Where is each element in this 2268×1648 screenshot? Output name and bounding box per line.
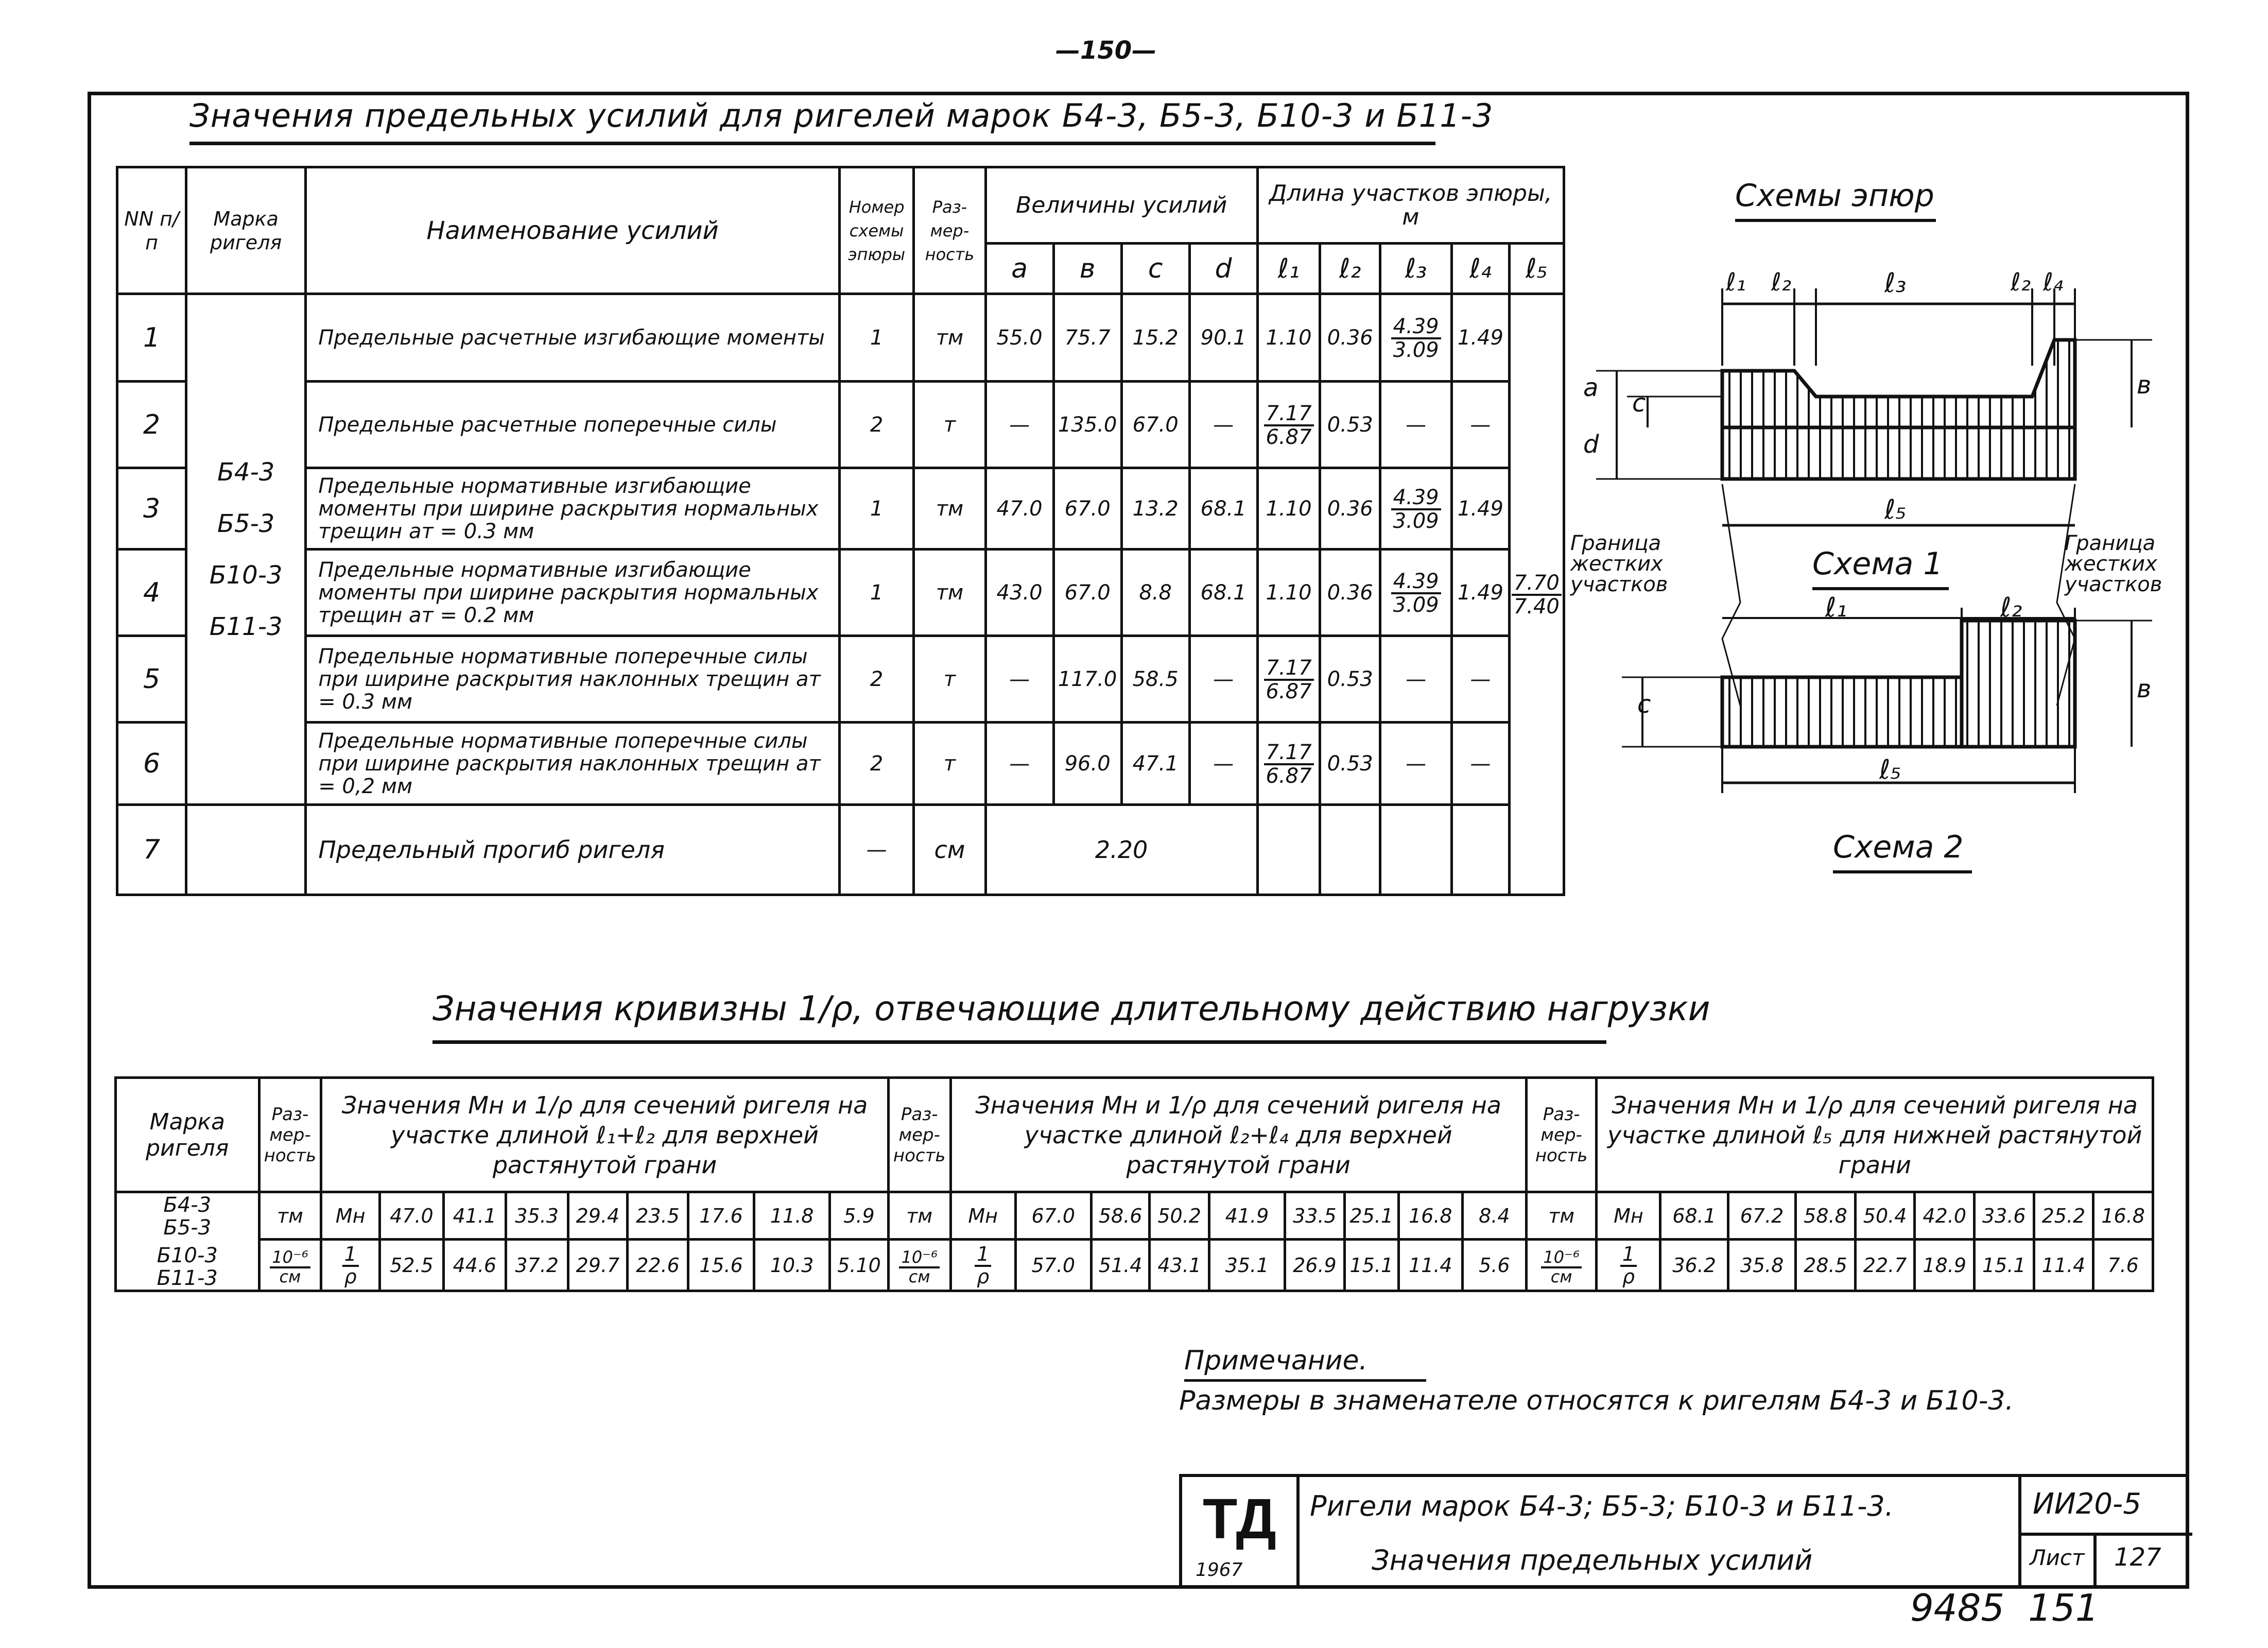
g3-m: 50.4 — [1855, 1192, 1915, 1240]
marka-value: Б10-3 — [209, 560, 283, 590]
g1-m: 29.4 — [568, 1192, 628, 1240]
val-a: — — [985, 382, 1053, 468]
g3-r: 35.8 — [1728, 1240, 1795, 1291]
table-row — [117, 468, 1564, 550]
l3-den: 3.09 — [1393, 509, 1439, 533]
val-l3 — [1380, 294, 1451, 382]
val-l2: 0.36 — [1320, 294, 1380, 382]
g1-m: 35.3 — [506, 1192, 568, 1240]
table-row — [117, 550, 1564, 636]
val-b: 67.0 — [1053, 550, 1121, 636]
marka-empty — [186, 805, 306, 895]
val-d: 68.1 — [1189, 550, 1257, 636]
sheet-divider — [2093, 1533, 2097, 1588]
label-c: c — [1632, 389, 1646, 418]
unit-r — [259, 1240, 321, 1291]
schema-no: — — [839, 805, 913, 895]
sym-r-den: ρ — [977, 1265, 990, 1288]
label-l5: ℓ₅ — [1884, 494, 1907, 525]
val-l3 — [1380, 550, 1451, 636]
hdr-l1: ℓ₁ — [1257, 244, 1320, 294]
l5-cell — [1509, 294, 1564, 895]
marka-value: Б11-3 — [209, 612, 283, 641]
g1-r: 5.10 — [830, 1240, 889, 1291]
g3-m: 25.2 — [2034, 1192, 2093, 1240]
row-number: 2 — [117, 382, 186, 468]
g2-r: 5.6 — [1462, 1240, 1526, 1291]
g1-m: 5.9 — [830, 1192, 889, 1240]
unit-r-num: 10⁻⁶ — [899, 1249, 939, 1268]
label-l2: ℓ₂ — [1771, 268, 1792, 297]
unit-r-num: 10⁻⁶ — [270, 1249, 310, 1268]
hdr-razm: Раз-мер-ность — [1526, 1078, 1597, 1192]
sym-r-num: 1 — [1620, 1244, 1637, 1267]
unit-m: тм — [259, 1192, 321, 1240]
schemes-title: Схемы эпюр — [1735, 178, 1934, 214]
row-number: 7 — [117, 805, 186, 895]
limit-forces-table — [116, 166, 1565, 896]
logo-box — [1182, 1477, 1300, 1588]
g3-m: 68.1 — [1660, 1192, 1728, 1240]
hdr-dlina: Длина участков эпюры, м — [1257, 167, 1564, 244]
g2-r: 43.1 — [1150, 1240, 1209, 1291]
schema-no: 1 — [839, 294, 913, 382]
sym-m: Mн — [1597, 1192, 1660, 1240]
sheet-number: 127 — [2114, 1543, 2161, 1572]
note-underline — [1184, 1379, 1426, 1382]
val-a: — — [985, 636, 1053, 723]
sym-r-den: ρ — [344, 1265, 357, 1288]
schemes-title-underline — [1735, 219, 1936, 222]
unit: т — [914, 723, 985, 805]
val-l3 — [1380, 468, 1451, 550]
g2-r: 57.0 — [1015, 1240, 1091, 1291]
l1-den: 6.87 — [1266, 764, 1312, 788]
label-l2: ℓ₂ — [2011, 268, 2031, 297]
marka-value: Б5-3 — [217, 509, 275, 538]
g3-r: 36.2 — [1660, 1240, 1728, 1291]
marka-cell — [116, 1192, 259, 1291]
val-a: — — [985, 723, 1053, 805]
g3-r: 11.4 — [2034, 1240, 2093, 1291]
schema-no: 1 — [839, 468, 913, 550]
val-l3: — — [1380, 382, 1451, 468]
g1-m: 41.1 — [443, 1192, 506, 1240]
val-d: 68.1 — [1189, 468, 1257, 550]
td-logo: ТД — [1203, 1487, 1276, 1551]
label-l1: ℓ₁ — [1825, 592, 1847, 623]
val-l1: 1.10 — [1257, 550, 1320, 636]
g2-r: 11.4 — [1398, 1240, 1462, 1291]
g2-m: 50.2 — [1150, 1192, 1209, 1240]
val-b: 135.0 — [1053, 382, 1121, 468]
page-number: —150— — [1055, 36, 1157, 65]
sym-r — [950, 1240, 1015, 1291]
g1-m: 47.0 — [379, 1192, 443, 1240]
l1-den: 6.87 — [1266, 425, 1312, 449]
hdr-d: d — [1189, 244, 1257, 294]
val-l4: — — [1452, 723, 1509, 805]
hdr-velichiny: Величины усилий — [985, 167, 1257, 244]
val-d: — — [1189, 382, 1257, 468]
val-l4: — — [1452, 636, 1509, 723]
label-b: в — [2137, 675, 2152, 703]
force-name: Предельный прогиб ригеля — [306, 805, 840, 895]
val-c: 13.2 — [1121, 468, 1189, 550]
unit-r — [888, 1240, 950, 1291]
label-l5: ℓ₅ — [1879, 754, 1901, 785]
table-row — [117, 723, 1564, 805]
hdr-l5: ℓ₅ — [1509, 244, 1564, 294]
val-c: 58.5 — [1121, 636, 1189, 723]
table-row — [117, 382, 1564, 468]
g1-r: 10.3 — [754, 1240, 830, 1291]
g3-r: 15.1 — [1975, 1240, 2034, 1291]
scheme1-underline — [1812, 587, 1949, 590]
g3-m: 67.2 — [1728, 1192, 1795, 1240]
val-d: 90.1 — [1189, 294, 1257, 382]
table-row — [117, 636, 1564, 723]
g1-r: 22.6 — [628, 1240, 688, 1291]
g1-r: 29.7 — [568, 1240, 628, 1291]
marka-bot: Б10-3 Б11-3 — [157, 1243, 218, 1290]
code-row — [2021, 1477, 2192, 1536]
g2-r: 15.1 — [1344, 1240, 1398, 1291]
unit: т — [914, 636, 985, 723]
val-l2 — [1320, 805, 1380, 895]
year: 1967 — [1196, 1559, 1243, 1581]
sym-m: Mн — [950, 1192, 1015, 1240]
scheme1-label: Схема 1 — [1812, 546, 1943, 582]
label-d: d — [1583, 430, 1599, 459]
val-l4: — — [1452, 382, 1509, 468]
force-name: Предельные расчетные поперечные силы — [306, 382, 840, 468]
g2-r: 26.9 — [1285, 1240, 1345, 1291]
val-l2: 0.36 — [1320, 468, 1380, 550]
schema-no: 2 — [839, 636, 913, 723]
unit-r-den: см — [1550, 1266, 1572, 1286]
table2-title: Значения кривизны 1/ρ, отвечающие длительному действию нагрузки — [432, 989, 1710, 1028]
g3-m: 33.6 — [1975, 1192, 2034, 1240]
val-c: 8.8 — [1121, 550, 1189, 636]
schema-no: 2 — [839, 723, 913, 805]
row-number: 3 — [117, 468, 186, 550]
val-l1 — [1257, 636, 1320, 723]
hdr-c: c — [1121, 244, 1189, 294]
title-block — [1179, 1474, 2189, 1588]
g3-r: 22.7 — [1855, 1240, 1915, 1291]
hdr-razm: Раз-мер-ность — [259, 1078, 321, 1192]
hdr-razm: Раз-мер-ность — [914, 167, 985, 294]
label-l3: ℓ₃ — [1884, 268, 1907, 299]
label-b: в — [2137, 371, 2152, 400]
boundary-right-label: Граница жестких участков — [2065, 531, 2162, 596]
g2-m: 25.1 — [1344, 1192, 1398, 1240]
val-c: 67.0 — [1121, 382, 1189, 468]
g2-m: 41.9 — [1209, 1192, 1285, 1240]
unit: см — [914, 805, 985, 895]
row-number: 5 — [117, 636, 186, 723]
l3-den: 3.09 — [1393, 593, 1439, 617]
hdr-l3: ℓ₃ — [1380, 244, 1451, 294]
unit-r-den: см — [908, 1266, 930, 1286]
sym-r — [321, 1240, 380, 1291]
val-l2: 0.36 — [1320, 550, 1380, 636]
force-name: Предельные расчетные изгибающие моменты — [306, 294, 840, 382]
unit-r-num: 10⁻⁶ — [1541, 1249, 1581, 1268]
hdr-nn: NN п/п — [117, 167, 186, 294]
label-l2: ℓ₂ — [2000, 592, 2022, 623]
sym-r-den: ρ — [1622, 1265, 1635, 1288]
val-l4: 1.49 — [1452, 468, 1509, 550]
title-box — [1300, 1477, 2021, 1588]
note-text: Размеры в знаменателе относятся к ригелям Б4-3 и Б10-3. — [1179, 1385, 2014, 1416]
g3-r: 28.5 — [1796, 1240, 1856, 1291]
hdr-group2: Значения Mн и 1/ρ для сечений ригеля на участке длиной ℓ₂+ℓ₄ для верхней растянутой грани — [950, 1078, 1526, 1192]
deflection-value: 2.20 — [985, 805, 1257, 895]
val-b: 75.7 — [1053, 294, 1121, 382]
stamp-subtitle: Значения предельных усилий — [1372, 1544, 1813, 1576]
hdr-group3: Значения Mн и 1/ρ для сечений ригеля на участке длиной ℓ₅ для нижней растянутой грани — [1597, 1078, 2153, 1192]
g1-m: 17.6 — [688, 1192, 754, 1240]
marka-top: Б4-3 Б5-3 — [163, 1193, 212, 1240]
g3-m: 58.8 — [1796, 1192, 1856, 1240]
l1-num: 7.17 — [1264, 657, 1314, 681]
hdr-l4: ℓ₄ — [1452, 244, 1509, 294]
hdr-naim: Наименование усилий — [306, 167, 840, 294]
val-l2: 0.53 — [1320, 382, 1380, 468]
l5-num: 7.70 — [1512, 572, 1562, 596]
val-b: 96.0 — [1053, 723, 1121, 805]
sheet-label: Лист — [2030, 1545, 2085, 1570]
note-heading: Примечание. — [1184, 1345, 1368, 1376]
l1-num: 7.17 — [1264, 403, 1314, 426]
unit-r — [1526, 1240, 1597, 1291]
code-box — [2021, 1477, 2192, 1588]
sym-r — [1597, 1240, 1660, 1291]
unit: тм — [914, 468, 985, 550]
val-d: — — [1189, 723, 1257, 805]
stamp-title: Ригели марок Б4-3; Б5-3; Б10-3 и Б11-3. — [1310, 1490, 1894, 1522]
l3-num: 4.39 — [1391, 316, 1441, 339]
val-l1: 1.10 — [1257, 468, 1320, 550]
val-a: 55.0 — [985, 294, 1053, 382]
boundary-left-label: Граница жестких участков — [1570, 531, 1668, 596]
label-l4: ℓ₄ — [2043, 268, 2064, 297]
val-l3: — — [1380, 723, 1451, 805]
sym-r-num: 1 — [975, 1244, 991, 1267]
l3-den: 3.09 — [1393, 338, 1439, 362]
l3-num: 4.39 — [1391, 487, 1441, 510]
unit-m: тм — [888, 1192, 950, 1240]
val-l4 — [1452, 805, 1509, 895]
marka-cell — [186, 294, 306, 805]
val-l1: 1.10 — [1257, 294, 1320, 382]
val-l3 — [1380, 805, 1451, 895]
l5-den: 7.40 — [1513, 595, 1560, 619]
val-l4: 1.49 — [1452, 550, 1509, 636]
g2-m: 58.6 — [1091, 1192, 1150, 1240]
val-l3: — — [1380, 636, 1451, 723]
g2-m: 8.4 — [1462, 1192, 1526, 1240]
g1-r: 15.6 — [688, 1240, 754, 1291]
val-l1 — [1257, 723, 1320, 805]
sym-r-num: 1 — [342, 1244, 359, 1267]
hdr-b: в — [1053, 244, 1121, 294]
force-name: Предельные нормативные поперечные силы при ширине раскрытия наклонных трещин aт = 0.3 мм — [306, 636, 840, 723]
val-l4: 1.49 — [1452, 294, 1509, 382]
row-number: 6 — [117, 723, 186, 805]
g2-m: 33.5 — [1285, 1192, 1345, 1240]
table1-title: Значения предельных усилий для ригелей марок Б4-3, Б5-3, Б10-3 и Б11-3 — [189, 97, 1494, 134]
g3-m: 42.0 — [1915, 1192, 1975, 1240]
hdr-nomer: Номер схемы эпюры — [839, 167, 913, 294]
val-a: 43.0 — [985, 550, 1053, 636]
table-row — [116, 1192, 2153, 1240]
val-b: 67.0 — [1053, 468, 1121, 550]
row-number: 4 — [117, 550, 186, 636]
table-row — [116, 1240, 2153, 1291]
l1-den: 6.87 — [1266, 679, 1312, 703]
row-number: 1 — [117, 294, 186, 382]
g2-r: 35.1 — [1209, 1240, 1285, 1291]
l3-num: 4.39 — [1391, 571, 1441, 594]
val-l2: 0.53 — [1320, 636, 1380, 723]
title1-underline — [189, 142, 1435, 145]
marka-value: Б4-3 — [217, 457, 275, 487]
archive-number: 9485 151 — [1910, 1586, 2099, 1629]
schema-no: 2 — [839, 382, 913, 468]
g1-m: 11.8 — [754, 1192, 830, 1240]
val-b: 117.0 — [1053, 636, 1121, 723]
label-l1: ℓ₁ — [1726, 268, 1746, 297]
g1-r: 44.6 — [443, 1240, 506, 1291]
g3-r: 7.6 — [2093, 1240, 2153, 1291]
unit: т — [914, 382, 985, 468]
curvature-table — [114, 1076, 2154, 1292]
hdr-l2: ℓ₂ — [1320, 244, 1380, 294]
force-name: Предельные нормативные поперечные силы при ширине раскрытия наклонных трещин aт = 0,2 мм — [306, 723, 840, 805]
force-name: Предельные нормативные изгибающие моменты при ширине раскрытия нормальных трещин aт = 0.2 мм — [306, 550, 840, 636]
g1-r: 52.5 — [379, 1240, 443, 1291]
hdr-a: a — [985, 244, 1053, 294]
val-d: — — [1189, 636, 1257, 723]
g1-m: 23.5 — [628, 1192, 688, 1240]
unit-r-den: см — [279, 1266, 301, 1286]
g2-m: 67.0 — [1015, 1192, 1091, 1240]
g1-r: 37.2 — [506, 1240, 568, 1291]
force-name: Предельные нормативные изгибающие моменты при ширине раскрытия нормальных трещин aт = 0.3 мм — [306, 468, 840, 550]
schema-no: 1 — [839, 550, 913, 636]
val-l2: 0.53 — [1320, 723, 1380, 805]
hdr-marka: Марка ригеля — [186, 167, 306, 294]
hdr-marka: Марка ригеля — [116, 1078, 259, 1192]
val-l1 — [1257, 805, 1320, 895]
unit-m: тм — [1526, 1192, 1597, 1240]
unit: тм — [914, 294, 985, 382]
hdr-group1: Значения Mн и 1/ρ для сечений ригеля на участке длиной ℓ₁+ℓ₂ для верхней растянутой грани — [321, 1078, 888, 1192]
val-l1 — [1257, 382, 1320, 468]
g2-r: 51.4 — [1091, 1240, 1150, 1291]
table-row — [117, 294, 1564, 382]
val-a: 47.0 — [985, 468, 1053, 550]
unit: тм — [914, 550, 985, 636]
label-c: c — [1637, 690, 1651, 719]
l1-num: 7.17 — [1264, 742, 1314, 765]
scheme2-underline — [1833, 870, 1972, 873]
sym-m: Mн — [321, 1192, 380, 1240]
label-a: a — [1583, 373, 1599, 402]
g3-r: 18.9 — [1915, 1240, 1975, 1291]
doc-code: ИИ20-5 — [2033, 1487, 2141, 1521]
g2-m: 16.8 — [1398, 1192, 1462, 1240]
g3-m: 16.8 — [2093, 1192, 2153, 1240]
val-c: 47.1 — [1121, 723, 1189, 805]
table-row — [117, 805, 1564, 895]
scheme2-label: Схема 2 — [1833, 829, 1964, 865]
val-c: 15.2 — [1121, 294, 1189, 382]
hdr-razm: Раз-мер-ность — [888, 1078, 950, 1192]
title2-underline — [432, 1040, 1606, 1044]
